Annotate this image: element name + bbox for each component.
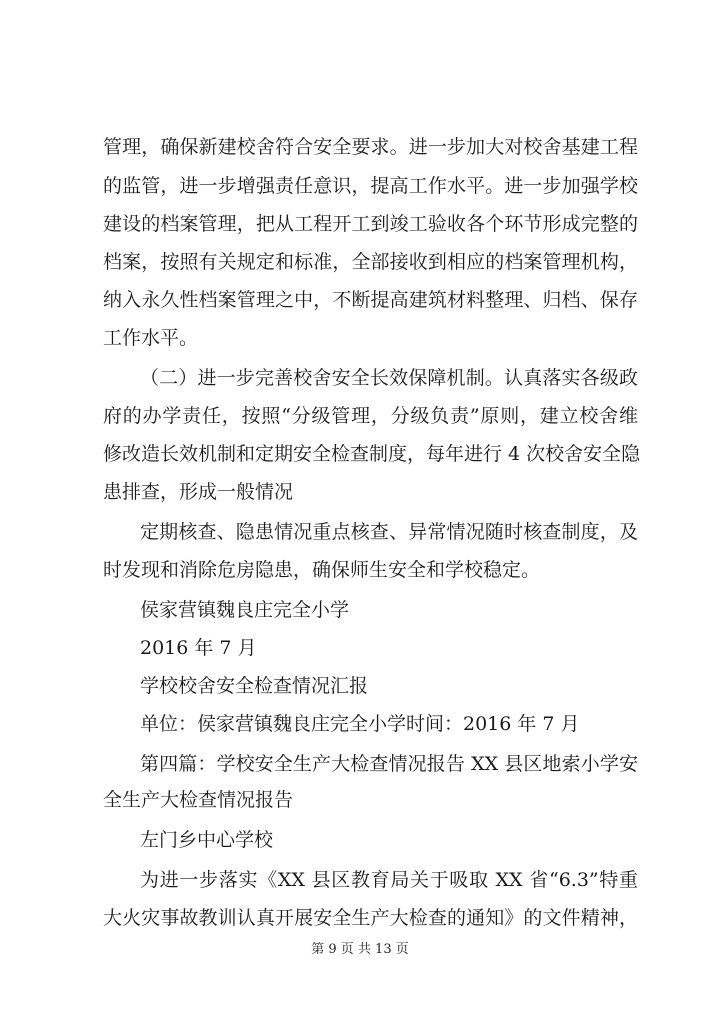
text-line: 患排查，形成一般情况 bbox=[103, 481, 294, 503]
text-line: 修改造长效机制和定期安全检查制度，每年进行 4 次校舍安全隐 bbox=[103, 443, 641, 465]
text-line: 管理，确保新建校舍符合安全要求。进一步加大对校舍基建工程 bbox=[103, 136, 638, 158]
text-line: 学校校舍安全检查情况汇报 bbox=[140, 675, 369, 697]
text-line: 为进一步落实《XX 县区教育局关于吸取 XX 省“6.3”特重 bbox=[140, 869, 638, 891]
text-line: 时发现和消除危房隐患，确保师生安全和学校稳定。 bbox=[103, 559, 541, 581]
text-line: 工作水平。 bbox=[103, 327, 199, 349]
text-line: 纳入永久性档案管理之中，不断提高建筑材料整理、归档、保存 bbox=[103, 289, 638, 311]
text-line: 2016 年 7 月 bbox=[140, 637, 257, 659]
text-line: （二）进一步完善校舍安全长效保障机制。认真落实各级政 bbox=[140, 367, 638, 389]
text-line: 大火灾事故教训认真开展安全生产大检查的通知》的文件精神， bbox=[103, 907, 638, 929]
text-line: 档案，按照有关规定和标准，全部接收到相应的档案管理机构， bbox=[103, 251, 638, 273]
text-line: 第四篇：学校安全生产大检查情况报告 XX 县区地索小学安 bbox=[140, 753, 638, 775]
page-number-footer: 第 9 页 共 13 页 bbox=[311, 942, 409, 957]
text-line: 全生产大检查情况报告 bbox=[103, 789, 294, 811]
text-line: 的监管，进一步增强责任意识，提高工作水平。进一步加强学校 bbox=[103, 175, 638, 197]
text-line: 府的办学责任，按照“分级管理，分级负责”原则，建立校舍维 bbox=[103, 405, 638, 427]
text-line: 单位：侯家营镇魏良庄完全小学时间：2016 年 7 月 bbox=[140, 713, 580, 735]
text-line: 定期核查、隐患情况重点核查、异常情况随时核查制度，及 bbox=[140, 521, 638, 543]
text-line: 建设的档案管理，把从工程开工到竣工验收各个环节形成完整的 bbox=[103, 213, 638, 235]
text-line: 侯家营镇魏良庄完全小学 bbox=[140, 599, 350, 621]
text-line: 左门乡中心学校 bbox=[140, 829, 274, 851]
